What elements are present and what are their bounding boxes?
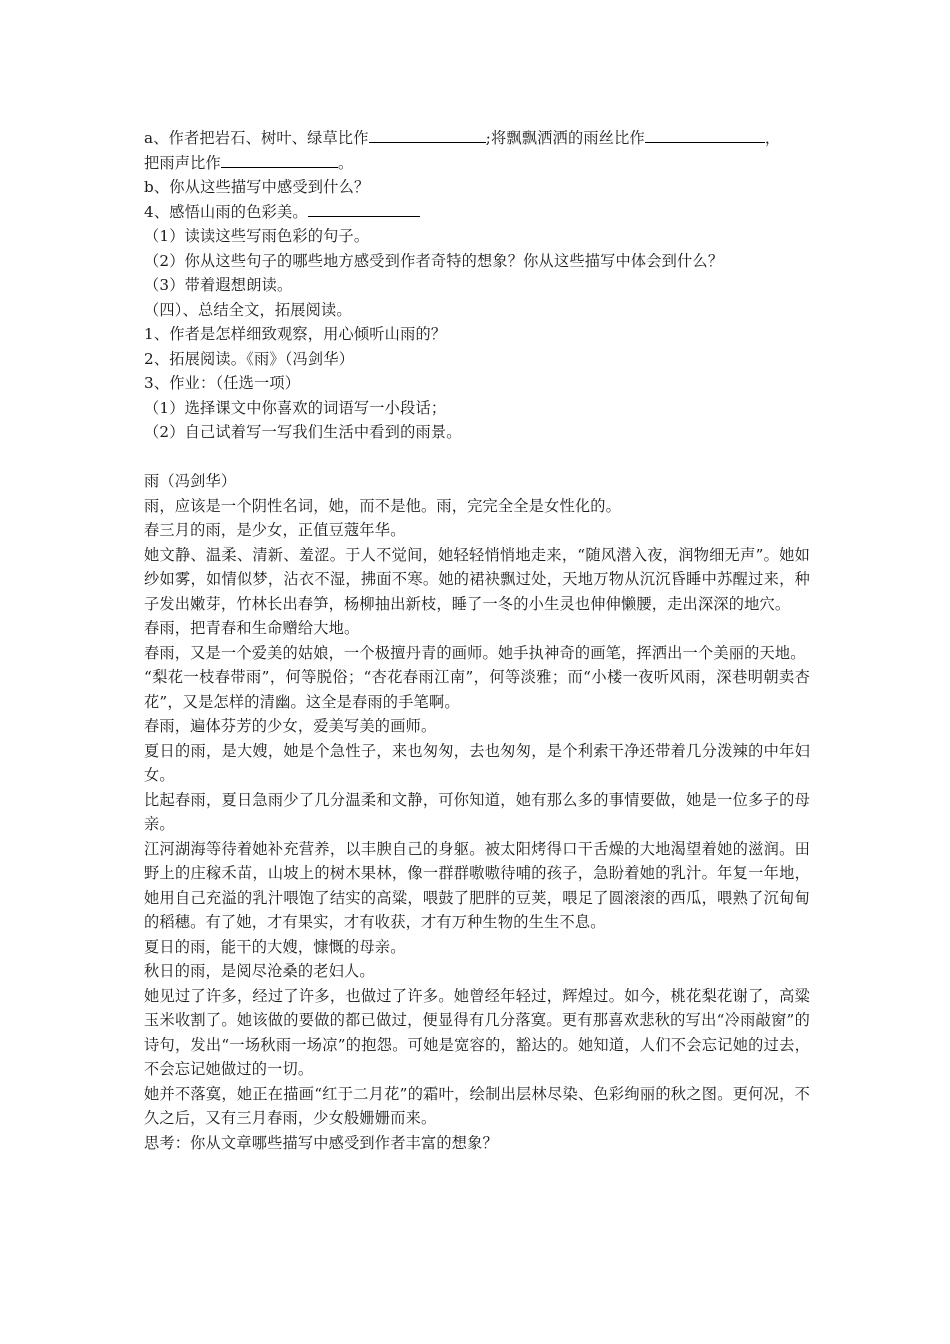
article-paragraph: “梨花一枝春带雨”，何等脱俗；“杏花春雨江南”，何等淡雅；而“小楼一夜听风雨，深巷明朝卖杏花”，又是怎样的清幽。这全是春雨的手笔啊。 — [144, 668, 810, 711]
article-paragraph: 她见过了许多，经过了许多，也做过了许多。她曾经年轻过，辉煌过。如今，桃花梨花谢了，高粱玉米收割了。她该做的要做的都已做过，便显得有几分落寞。更有那喜欢悲秋的写出“冷雨敲窗”的诗句，发出“一场秋雨一场凉”的抱怨。可她是宽容的，豁达的。她知道，人们不会忘记她的过去，不会忘记她做过的一切。 — [144, 986, 810, 1078]
item-4-3: （3）带着遐想朗读。 — [144, 276, 293, 294]
answer-blank-3[interactable] — [221, 153, 338, 168]
article-paragraph: 春三月的雨，是少女，正值豆蔻年华。 — [144, 521, 406, 539]
question-a-text-3: ， — [764, 129, 781, 147]
answer-blank-1[interactable] — [369, 128, 486, 143]
item-4-1: （1）读读这些写雨色彩的句子。 — [144, 227, 370, 245]
item-4 — [144, 200, 810, 225]
document-page — [144, 126, 810, 1155]
question-a-line2-text: 把雨声比作 — [144, 153, 221, 172]
article-paragraph: 比起春雨，夏日急雨少了几分温柔和文静，可你知道，她有那么多的事情要做，她是一位多子的母亲。 — [144, 790, 810, 833]
question-2: 2、拓展阅读。《雨》（冯剑华） — [144, 349, 355, 368]
article-paragraph: 她并不落寞，她正在描画“红于二月花”的霜叶，绘制出层林尽染、色彩绚丽的秋之图。更何况，不久之后，又有三月春雨，少女般姗姗而来。 — [144, 1084, 810, 1127]
section-4-heading: （四）、总结全文，拓展阅读。 — [144, 300, 352, 319]
article-paragraph: 春雨，把青春和生命赠给大地。 — [144, 619, 360, 637]
reflection-question: 思考：你从文章哪些描写中感受到作者丰富的想象？ — [144, 1133, 498, 1152]
article-paragraph: 雨，应该是一个阴性名词，她，而不是他。雨，完完全全是女性化的。 — [144, 496, 622, 515]
article-paragraph: 江河湖海等待着她补充营养，以丰腴自己的身躯。被太阳烤得口干舌燥的大地渴望着她的滋润。田野上的庄稼禾苗，山坡上的树木果林，像一群群嗷嗷待哺的孩子，急盼着她的乳汁。年复一年地，她用自己充溢的乳汁喂饱了结实的高粱，喂鼓了肥胖的豆荚，喂足了圆滚滚的西瓜，喂熟了沉甸甸的稻穗。有了她，才有果实，才有收获，才有万种生物的生生不息。 — [144, 839, 810, 931]
question-a-text: a、作者把岩石、树叶、绿草比作 — [144, 129, 369, 147]
article-paragraph: 夏日的雨，是大嫂，她是个急性子，来也匆匆，去也匆匆，是个利索干净还带着几分泼辣的中年妇女。 — [144, 741, 810, 784]
question-b: b、你从这些描写中感受到什么？ — [144, 178, 370, 196]
article-title: 雨（冯剑华） — [144, 472, 237, 490]
article-paragraph: 夏日的雨，能干的大嫂，慷慨的母亲。 — [144, 937, 406, 956]
article-paragraph: 她文静、温柔、清新、羞涩。于人不觉间，她轻轻悄悄地走来，“随风潜入夜，润物细无声”。她如纱如雾，如情似梦，沾衣不湿，拂面不寒。她的裙袂飘过处，天地万物从沉沉昏睡中苏醒过来，种子发出嫩芽，竹林长出春笋，杨柳抽出新枝，睡了一冬的小生灵也伸伸懒腰，走出深深的地穴。 — [144, 545, 810, 613]
answer-blank-2[interactable] — [645, 128, 765, 143]
question-a-text-2: ;将飘飘洒洒的雨丝比作 — [485, 129, 645, 147]
item-4-2: （2）你从这些句子的哪些地方感受到作者奇特的想象？你从这些描写中体会到什么？ — [144, 251, 724, 270]
question-a-line2-end: 。 — [337, 153, 354, 172]
question-a-line — [144, 126, 810, 175]
question-3-option-2: （2）自己试着写一写我们生活中看到的雨景。 — [144, 423, 462, 441]
item-4-text: 4、感悟山雨的色彩美。 — [144, 202, 308, 221]
article-paragraph: 春雨，遍体芬芳的少女，爱美写美的画师。 — [144, 717, 437, 735]
question-3: 3、作业：（任选一项） — [144, 374, 301, 392]
article-paragraph: 秋日的雨，是阅尽沧桑的老妇人。 — [144, 962, 375, 980]
article-paragraph: 春雨，又是一个爱美的姑娘，一个极擅丹青的画师。她手执神奇的画笔，挥洒出一个美丽的天地。 — [144, 643, 806, 662]
answer-blank-4[interactable] — [308, 202, 420, 217]
blank-line-spacer — [144, 445, 810, 470]
question-1: 1、作者是怎样细致观察，用心倾听山雨的？ — [144, 325, 447, 343]
article-body — [144, 494, 810, 1156]
question-3-option-1: （1）选择课文中你喜欢的词语写一小段话； — [144, 398, 447, 417]
